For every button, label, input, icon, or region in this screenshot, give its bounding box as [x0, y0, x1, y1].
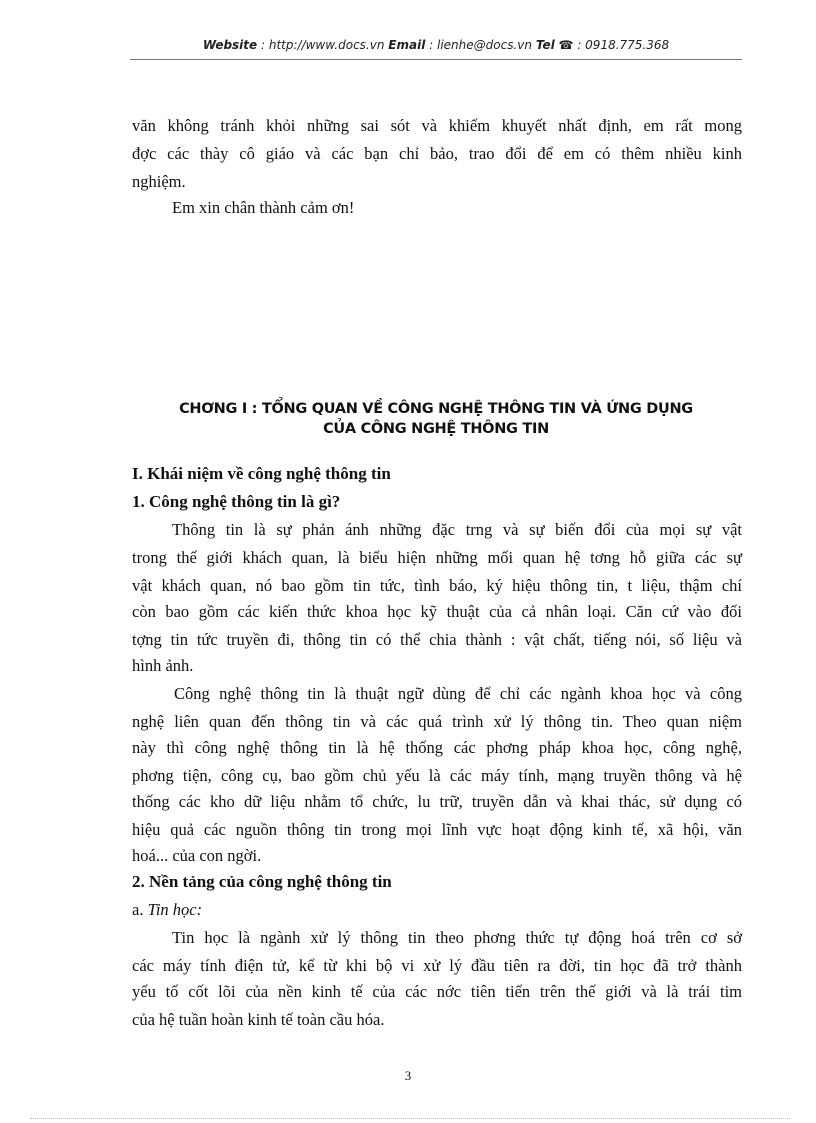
thanks-line: Em xin chân thành cảm ơn! [172, 198, 355, 217]
para2-line-2: nghệ liên quan đến thông tin và các quá trình xử lý thông tin. Theo quan niệm [132, 712, 742, 731]
tel-label: Tel [535, 38, 555, 52]
header-divider [130, 59, 742, 60]
para3-line-4: của hệ tuần hoàn kinh tế toàn cầu hóa. [132, 1010, 385, 1029]
website-label: Website [202, 38, 258, 52]
para1-line-4: còn bao gồm các kiến thức khoa học kỹ thuật của cả nhân loại. Căn cứ vào đối [132, 602, 742, 621]
para1-line-2: trong thế giới khách quan, là biểu hiện những mối quan hệ tơng hỗ giữa các sự [132, 548, 742, 567]
page-edge-divider [30, 1118, 790, 1119]
para1-line-3: vật khách quan, nó bao gồm tin tức, tình báo, ký hiệu thông tin, t liệu, thậm chí [132, 576, 742, 595]
list-marker: a. [132, 900, 144, 919]
email-label: Email [388, 38, 426, 52]
subsection-2a-title: Tin học: [147, 900, 203, 919]
chapter-title [130, 399, 742, 439]
para2-line-3: này thì công nghệ thông tin là hệ thống các phơng pháp khoa học, công nghệ, [132, 738, 742, 757]
para3-line-1: Tin học là ngành xử lý thông tin theo phơng thức tự động hoá trên cơ sở [172, 928, 742, 947]
subsection-heading-1: 1. Công nghệ thông tin là gì? [132, 492, 341, 511]
para2-line-4: phơng tiện, công cụ, bao gồm chủ yếu là các máy tính, mạng truyền thông và hệ [132, 766, 742, 785]
phone-icon: ☎ [558, 38, 574, 52]
tel-value: : 0918.775.368 [577, 38, 670, 52]
intro-line-2: đợc các thày cô giáo và các bạn chỉ bảo, trao đổi để em có thêm nhiều kinh [132, 144, 742, 163]
para1-line-6: hình ảnh. [132, 656, 194, 675]
chapter-title-line-1: CHƠNG I : TỔNG QUAN VỀ CÔNG NGHỆ THÔNG TIN VÀ ỨNG DỤNG [179, 401, 693, 417]
para2-line-5: thống các kho dữ liệu nhằm tổ chức, lu trữ, truyền dẫn và khai thác, sử dụng có [132, 792, 742, 811]
para2-line-7: hoá... của con ngời. [132, 846, 262, 865]
para1-line-1: Thông tin là sự phản ánh những đặc trng và sự biến đổi của mọi sự vật [172, 520, 742, 539]
page-number: 3 [404, 1068, 412, 1083]
email-value: : lienhe@docs.vn [429, 38, 532, 52]
page-header [130, 38, 742, 52]
para3-line-2: các máy tính điện tử, kể từ khi bộ vi xử lý đầu tiên ra đời, tin học đã trở thành [132, 956, 742, 975]
subsection-2a [132, 900, 202, 920]
subsection-heading-2: 2. Nền tảng của công nghệ thông tin [132, 872, 392, 891]
intro-line-3: nghiệm. [132, 172, 186, 191]
para1-line-5: tợng tin tức truyền đi, thông tin có thể chia thành : vật chất, tiếng nói, số liệu và [132, 630, 742, 649]
para2-line-1: Công nghệ thông tin là thuật ngữ dùng để chỉ các ngành khoa học và công [174, 684, 742, 703]
intro-line-1: văn không tránh khỏi những sai sót và khiếm khuyết nhất định, em rất mong [132, 116, 742, 135]
chapter-title-line-2: CỦA CÔNG NGHỆ THÔNG TIN [323, 421, 549, 437]
para2-line-6: hiệu quả các nguồn thông tin trong mọi lĩnh vực hoạt động kinh tế, xã hội, văn [132, 820, 742, 839]
section-heading: I. Khái niệm về công nghệ thông tin [132, 464, 391, 483]
website-value: : http://www.docs.vn [261, 38, 385, 52]
para3-line-3: yếu tố cốt lõi của nền kinh tế của các nớc tiên tiến trên thế giới và là trái tim [132, 982, 742, 1001]
